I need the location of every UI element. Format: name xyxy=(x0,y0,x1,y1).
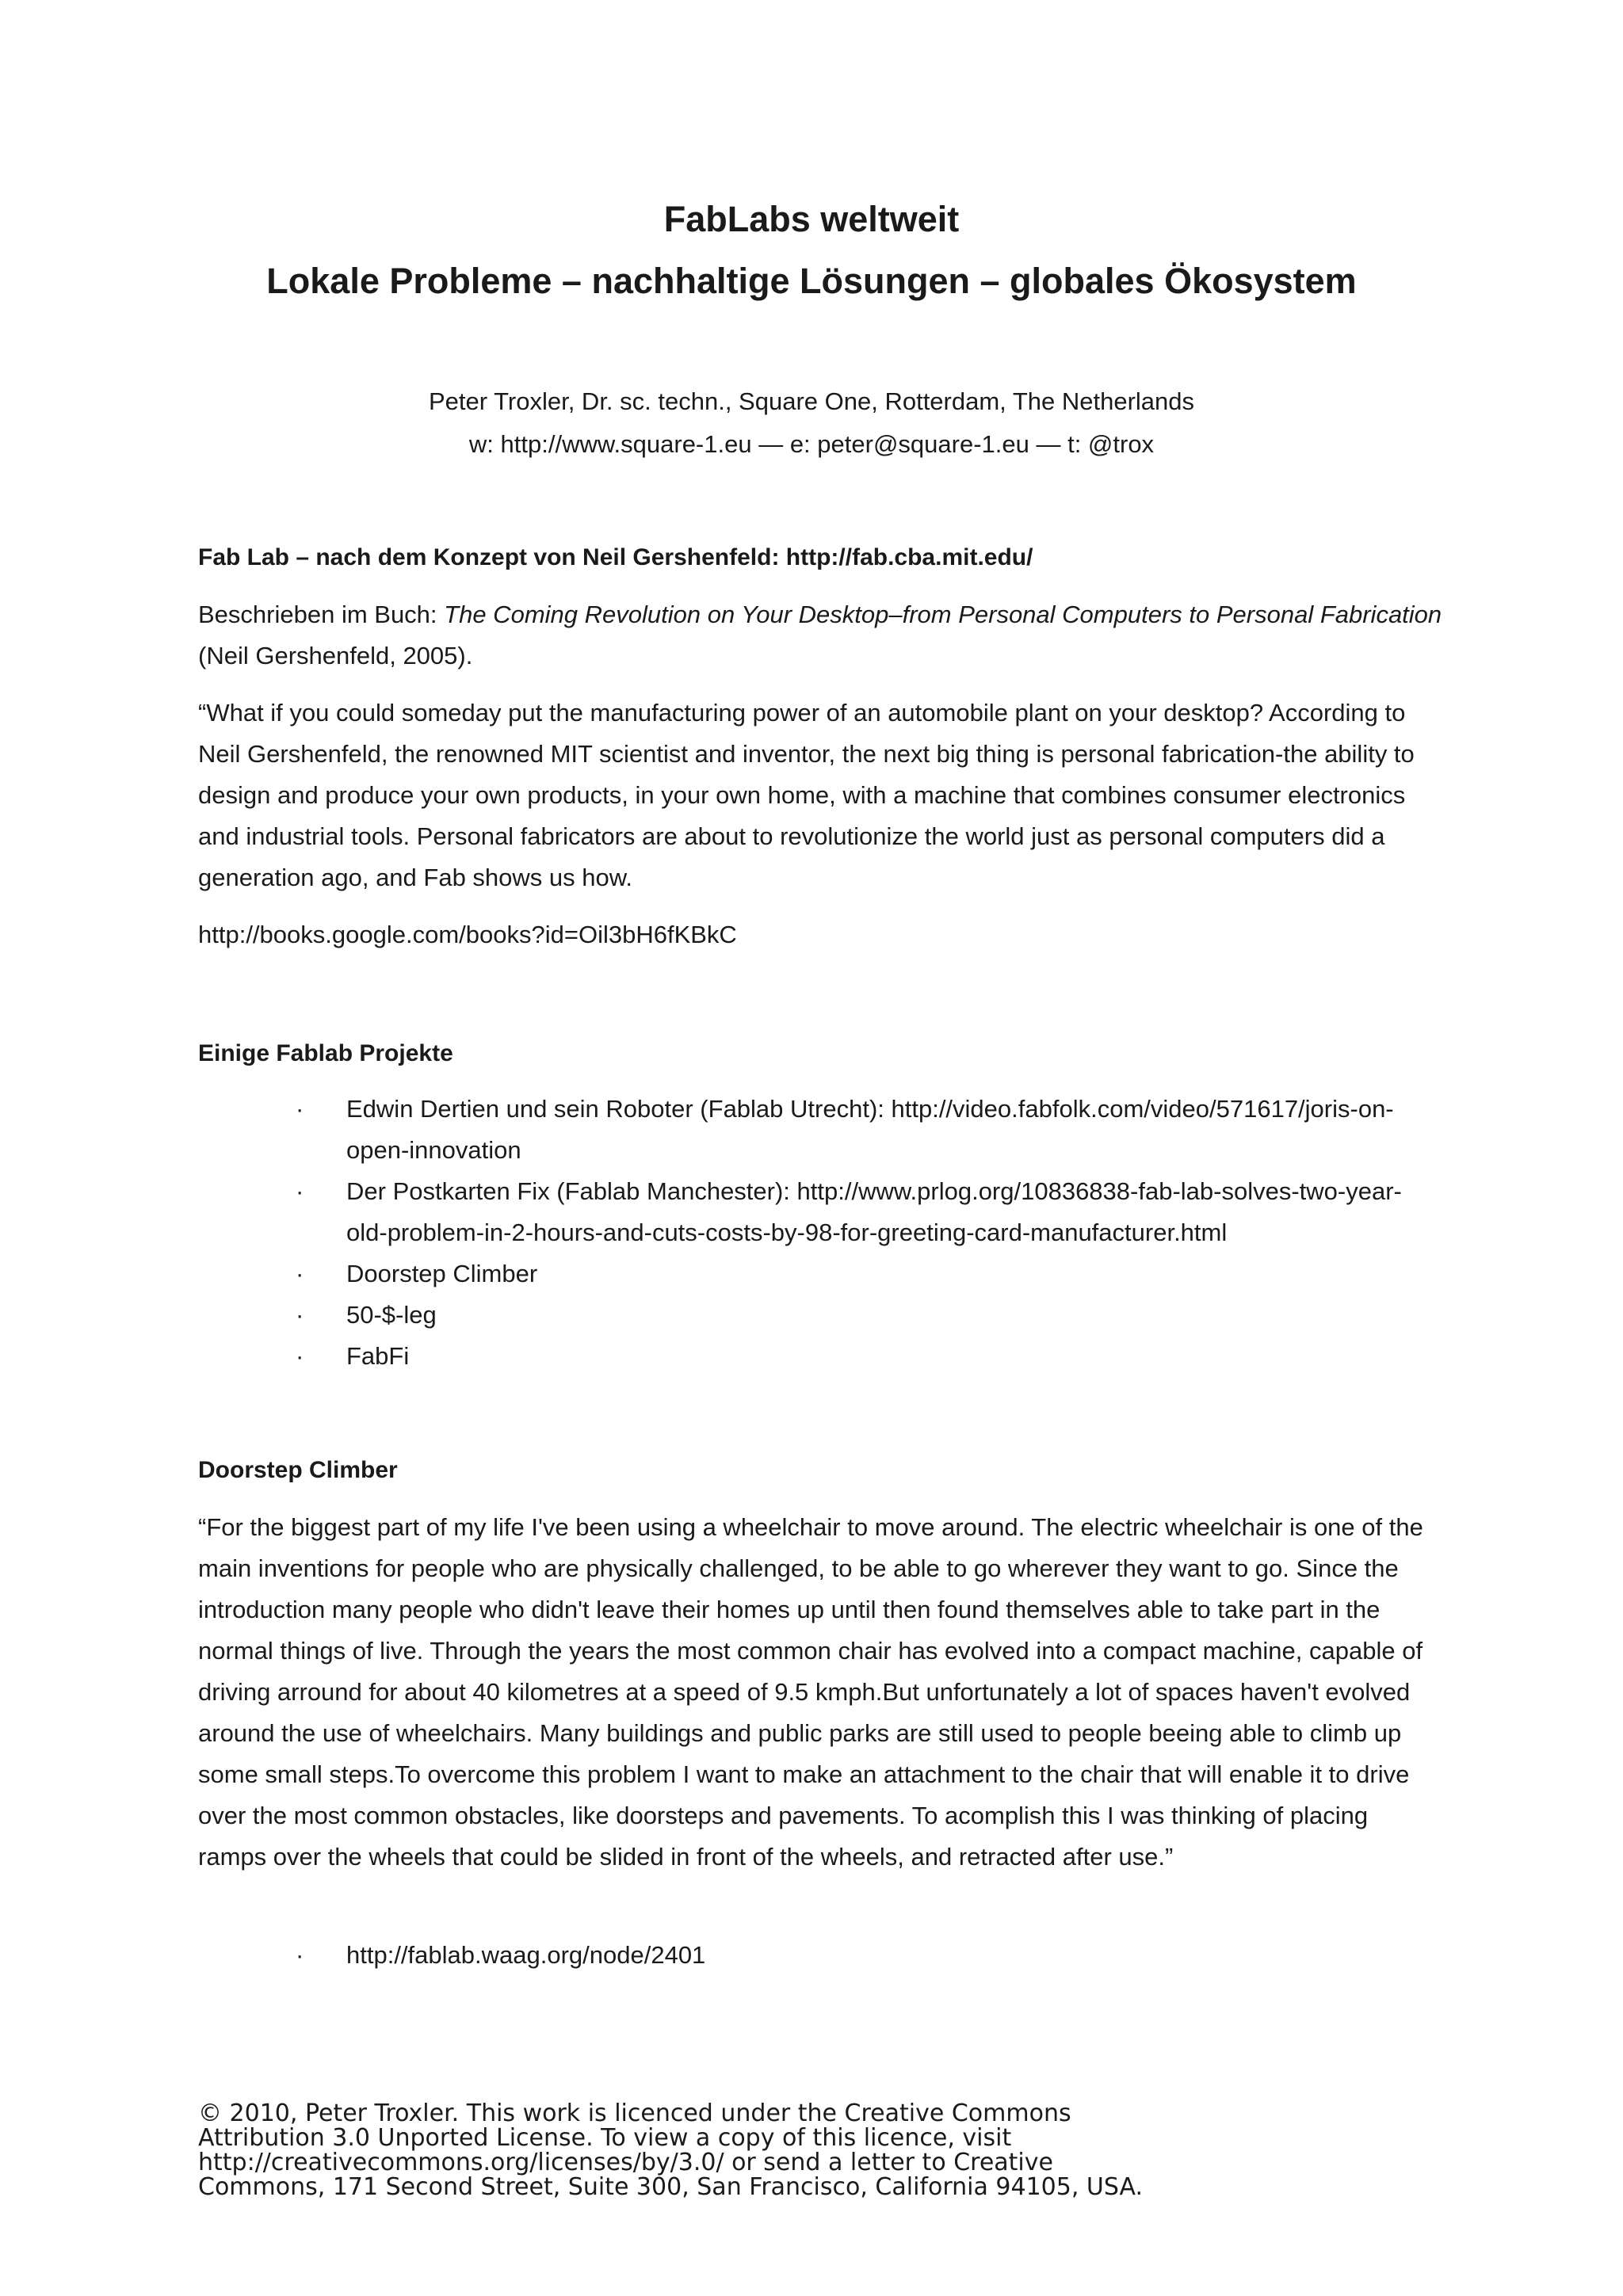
doorstep-link-wrap xyxy=(198,1935,1442,1976)
book-link-text: http://books.google.com/books?id=Oil3bH6fKBkC xyxy=(198,921,737,948)
doorstep-quote xyxy=(198,1507,1442,1878)
book-quote-text: “What if you could someday put the manufacturing power of an automobile plant on your desktop? According to Neil Gershenfeld, the renowned MIT scientist and inventor, the next big thing is personal fabrication-the ability to design and produce your own products, in your own home, with a machine that combines consumer electronics and industrial tools. Personal fabricators are about to revolutionize the world just as personal computers did a generation ago, and Fab shows us how. xyxy=(198,699,1415,891)
list-item-text: Edwin Dertien und sein Roboter (Fablab Utrecht): http://video.fabfolk.com/video/571617/joris-on-open-innovation xyxy=(346,1095,1394,1164)
doorstep-quote-text: “For the biggest part of my life I've been using a wheelchair to move around. The electric wheelchair is one of the main inventions for people who are physically challenged, to be able to go wherever they want to go. Since the introduction many people who didn't leave their homes up until then found themselves able to take part in the normal things of live. Through the years the most common chair has evolved into a compact machine, capable of driving arround for about 40 kilometres at a speed of 9.5 kmph.But unfortunately a lot of spaces haven't evolved around the use of wheelchairs. Many buildings and public parks are still used to people beeing able to climb up some small steps.To overcome this problem I want to make an attachment to the chair that will enable it to drive over the most common obstacles, like doorsteps and pavements. To acomplish this I was thinking of placing ramps over the wheels that could be slided in front of the wheels, and retracted after use.” xyxy=(198,1513,1423,1871)
list-item xyxy=(198,1295,1442,1336)
section-heading-projects: Einige Fablab Projekte xyxy=(198,1040,453,1066)
list-item-text: FabFi xyxy=(346,1342,410,1370)
bullet-icon: · xyxy=(296,1260,304,1287)
section-heading-doorstep-climber: Doorstep Climber xyxy=(198,1457,398,1483)
bullet-icon: · xyxy=(296,1095,304,1123)
projects-list-wrap xyxy=(198,1089,1442,1377)
bullet-icon: · xyxy=(296,1342,304,1370)
license-line: http://creativecommons.org/licenses/by/3.0/ or send a letter to Creative xyxy=(198,2149,1053,2176)
bullet-icon: · xyxy=(296,1301,304,1329)
book-reference xyxy=(198,594,1442,677)
page-subtitle: Lokale Probleme – nachhaltige Lösungen – globales Ökosystem xyxy=(266,261,1357,301)
page-title: FabLabs weltweit xyxy=(663,199,960,239)
title-block xyxy=(0,189,1623,312)
list-item xyxy=(198,1171,1442,1253)
license-line: © 2010, Peter Troxler. This work is licenced under the Creative Commons xyxy=(198,2100,1071,2127)
book-suffix: (Neil Gershenfeld, 2005). xyxy=(198,642,473,669)
section-projects xyxy=(198,1033,1442,1074)
list-item-text: Doorstep Climber xyxy=(346,1260,538,1287)
list-item xyxy=(198,1935,1442,1976)
bullet-icon: · xyxy=(296,1177,304,1205)
list-item-text: 50-$-leg xyxy=(346,1301,437,1329)
book-prefix: Beschrieben im Buch: xyxy=(198,601,445,628)
list-item xyxy=(198,1089,1442,1171)
book-link xyxy=(198,914,1442,955)
section-fab-lab xyxy=(198,537,1442,578)
author-contact: w: http://www.square-1.eu — e: peter@square-1.eu — t: @trox xyxy=(468,430,1155,458)
list-item xyxy=(198,1253,1442,1295)
bullet-icon: · xyxy=(296,1941,304,1969)
license-line: Attribution 3.0 Unported License. To view a copy of this licence, visit xyxy=(198,2124,1012,2152)
author-affiliation: Peter Troxler, Dr. sc. techn., Square One, Rotterdam, The Netherlands xyxy=(428,387,1195,415)
list-item-text: Der Postkarten Fix (Fablab Manchester): http://www.prlog.org/10836838-fab-lab-solves-two-year-old-problem-in-2-hours-and-cuts-costs-by-98-for-greeting-card-manufacturer.html xyxy=(346,1177,1402,1246)
doorstep-link-text: http://fablab.waag.org/node/2401 xyxy=(346,1941,706,1969)
projects-list xyxy=(198,1089,1442,1377)
section-doorstep-climber xyxy=(198,1450,1442,1491)
section-heading-fab-lab: Fab Lab – nach dem Konzept von Neil Gershenfeld: http://fab.cba.mit.edu/ xyxy=(198,544,1033,570)
author-block xyxy=(0,380,1623,466)
book-quote xyxy=(198,692,1442,898)
book-title: The Coming Revolution on Your Desktop–from Personal Computers to Personal Fabrication xyxy=(444,601,1442,628)
license-line: Commons, 171 Second Street, Suite 300, San Francisco, California 94105, USA. xyxy=(198,2173,1144,2201)
license-footer xyxy=(198,2101,1228,2199)
doorstep-link-list xyxy=(198,1935,1442,1976)
list-item xyxy=(198,1336,1442,1377)
book-reference-text xyxy=(198,594,1442,677)
